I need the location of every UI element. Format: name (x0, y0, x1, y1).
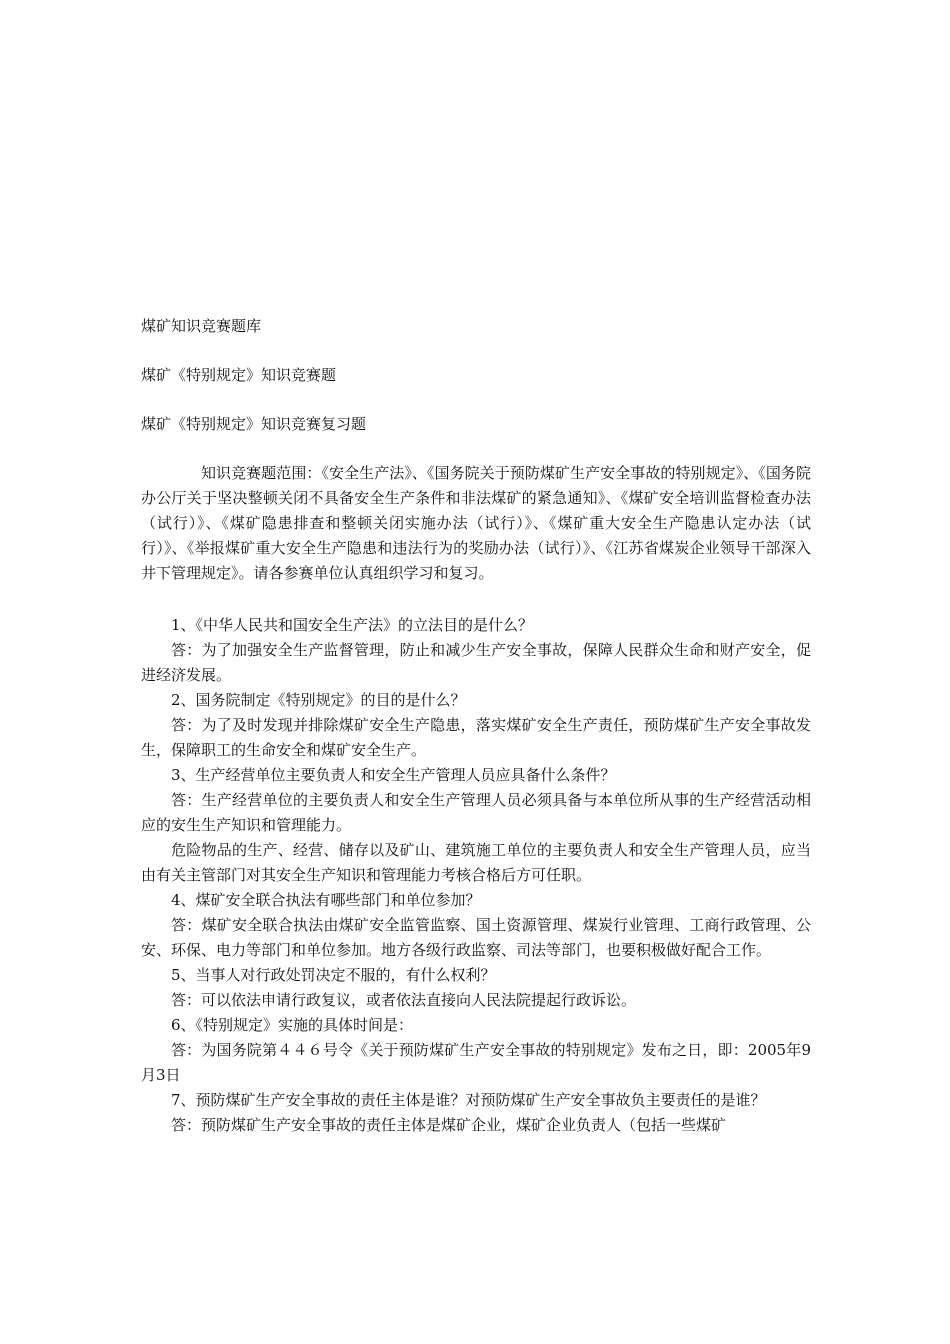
question-1: 1、《中华人民共和国安全生产法》的立法目的是什么？ (171, 616, 534, 634)
review-title: 煤矿《特别规定》知识竞赛复习题 (141, 415, 367, 433)
answer-5: 答：可以依法申请行政复议，或者依法直接向人民法院提起行政诉讼。 (171, 991, 637, 1009)
question-3: 3、生产经营单位主要负责人和安全生产管理人员应具备什么条件？ (171, 766, 616, 784)
question-bank-title: 煤矿知识竞赛题库 (141, 317, 262, 335)
answer-7: 答：预防煤矿生产安全事故的责任主体是煤矿企业，煤矿企业负责人（包括一些煤矿 (171, 1116, 727, 1134)
answer-3: 答：生产经营单位的主要负责人和安全生产管理人员必须具备与本单位所从事的生产经营活动相应的安生生产知识和管理能力。 (141, 791, 811, 834)
question-5: 5、当事人对行政处罚决定不服的，有什么权利？ (171, 966, 496, 984)
answer-1: 答：为了加强安全生产监督管理，防止和减少生产安全事故，保障人民群众生命和财产安全，促进经济发展。 (141, 641, 811, 684)
question-2: 2、国务院制定《特别规定》的目的是什么？ (171, 691, 466, 709)
answer-2: 答：为了及时发现并排除煤矿安全生产隐患，落实煤矿安全生产责任，预防煤矿生产安全事故发生，保障职工的生命安全和煤矿安全生产。 (141, 716, 811, 759)
question-7: 7、预防煤矿生产安全事故的责任主体是谁？对预防煤矿生产安全事故负主要责任的是谁？ (171, 1091, 766, 1109)
question-4: 4、煤矿安全联合执法有哪些部门和单位参加？ (171, 891, 481, 909)
answer-4: 答：煤矿安全联合执法由煤矿安全监管监察、国土资源管理、煤炭行业管理、工商行政管理、公安、环保、电力等部门和单位参加。地方各级行政监察、司法等部门，也要积极做好配合工作。 (141, 916, 811, 959)
answer-6: 答：为国务院第４４６号令《关于预防煤矿生产安全事故的特别规定》发布之日，即：2005年9月3日 (141, 1041, 811, 1084)
question-6: 6、《特别规定》实施的具体时间是： (171, 1016, 414, 1034)
answer-3-continued: 危险物品的生产、经营、储存以及矿山、建筑施工单位的主要负责人和安全生产管理人员，应当由有关主管部门对其安全生产知识和管理能力考核合格后方可任职。 (141, 841, 811, 884)
contest-title: 煤矿《特别规定》知识竞赛题 (141, 366, 337, 384)
scope-paragraph: 知识竞赛题范围：《安全生产法》、《国务院关于预防煤矿生产安全事故的特别规定》、《国务院办公厅关于坚决整顿关闭不具备安全生产条件和非法煤矿的紧急通知》、《煤矿安全培训监督检查办法（试行）》、《煤矿隐患排查和整顿关闭实施办法（试行）》、《煤矿重大安全生产隐患认定办法（试行）》、《举报煤矿重大安全生产隐患和违法行为的奖励办法（试行）》、《江苏省煤炭企业领导干部深入井下管理规定》。请各参赛单位认真组织学习和复习。 (141, 464, 811, 582)
document-body (141, 314, 811, 1138)
